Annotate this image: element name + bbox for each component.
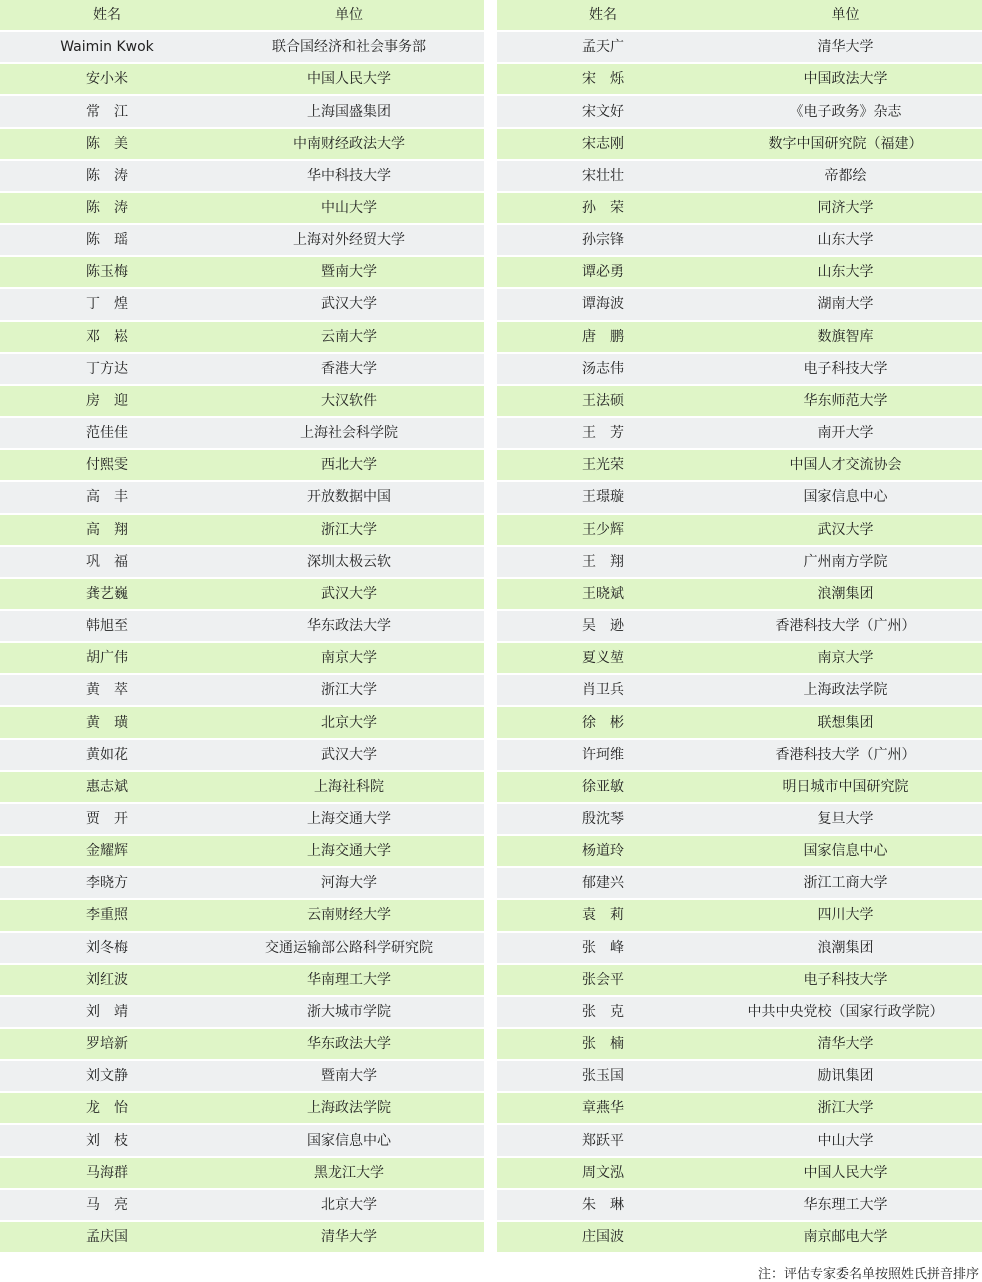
unit-cell: 复旦大学 (817, 810, 874, 827)
table-row (497, 933, 982, 965)
name-cell: 徐 彬 (582, 714, 624, 731)
table-row (0, 354, 484, 386)
name-cell: 马 亮 (86, 1196, 128, 1213)
table-row (0, 643, 484, 675)
table-row (0, 675, 484, 707)
unit-cell: 联想集团 (817, 714, 874, 731)
unit-cell: 中共中央党校（国家行政学院） (747, 1003, 944, 1020)
table-row (0, 933, 484, 965)
table-row (0, 129, 484, 161)
name-cell: 王晓斌 (582, 585, 624, 602)
name-cell: 汤志伟 (582, 360, 624, 377)
name-cell: 马海群 (86, 1164, 128, 1181)
name-cell: 王光荣 (582, 457, 624, 474)
table-header (497, 0, 982, 32)
table-row (497, 707, 982, 739)
unit-cell: 华东理工大学 (803, 1196, 888, 1213)
table-row (0, 772, 484, 804)
name-cell: 贾 开 (86, 810, 128, 827)
name-cell: 刘红波 (86, 971, 128, 988)
table-row (0, 1093, 484, 1125)
table-row (0, 418, 484, 450)
table-row (0, 1061, 484, 1093)
unit-cell: 山东大学 (817, 232, 874, 249)
table-row (0, 804, 484, 836)
name-cell: 孙 荣 (582, 200, 624, 217)
table-row (0, 1029, 484, 1061)
name-cell: 王 翔 (582, 553, 624, 570)
footnote: 注：评估专家委名单按照姓氏拼音排序 (757, 1267, 979, 1282)
table-row (497, 386, 982, 418)
name-cell: 周文泓 (582, 1164, 624, 1181)
table-row (497, 225, 982, 257)
unit-cell: 中国人民大学 (307, 71, 391, 88)
table-row (497, 450, 982, 482)
name-cell: 安小米 (86, 71, 128, 88)
unit-cell: 浙江大学 (321, 521, 377, 538)
name-cell: 郁建兴 (582, 875, 624, 892)
table-row (497, 482, 982, 514)
unit-cell: 数旗智库 (817, 328, 874, 345)
unit-cell: 湖南大学 (817, 296, 874, 313)
unit-cell: 香港科技大学（广州） (775, 618, 916, 635)
table-row (497, 965, 982, 997)
table-row (0, 193, 484, 225)
unit-cell: 清华大学 (817, 39, 874, 56)
name-cell: 孟庆国 (86, 1229, 128, 1246)
table-row (497, 289, 982, 321)
name-cell: 郑跃平 (582, 1132, 624, 1149)
name-cell: 刘冬梅 (86, 939, 128, 956)
left-table (0, 0, 484, 1254)
unit-cell: 中国政法大学 (803, 71, 888, 88)
unit-cell: 上海社科院 (314, 778, 384, 795)
name-cell: 许珂维 (582, 746, 624, 763)
name-cell: 常 江 (86, 103, 128, 120)
table-row (0, 547, 484, 579)
unit-cell: 南京邮电大学 (803, 1229, 888, 1246)
name-cell: 付熙雯 (86, 457, 128, 474)
right-table (497, 0, 982, 1254)
table-row (497, 643, 982, 675)
table-row (497, 64, 982, 96)
name-cell: 张 楠 (582, 1036, 624, 1053)
table-row (497, 836, 982, 868)
unit-cell: 帝都绘 (824, 167, 867, 184)
name-cell: 陈玉梅 (86, 264, 128, 281)
table-row (497, 257, 982, 289)
unit-cell: 中国人才交流协会 (789, 457, 902, 474)
unit-cell: 南京大学 (321, 650, 377, 667)
name-cell: 王璟璇 (582, 489, 624, 506)
name-cell: 高 翔 (86, 521, 128, 538)
name-cell: 韩旭至 (86, 618, 128, 635)
unit-cell: 浙大城市学院 (307, 1003, 391, 1020)
unit-cell: 上海交通大学 (307, 810, 391, 827)
unit-cell: 华东政法大学 (307, 618, 391, 635)
name-cell: 朱 琳 (582, 1196, 624, 1213)
table-row (497, 418, 982, 450)
table-row (0, 482, 484, 514)
table-row (497, 1158, 982, 1190)
header-name: 姓名 (589, 7, 617, 24)
table-row (0, 1190, 484, 1222)
table-row (0, 707, 484, 739)
unit-cell: 四川大学 (817, 907, 874, 924)
table-row (0, 257, 484, 289)
name-cell: 宋壮壮 (582, 167, 624, 184)
table-row (497, 772, 982, 804)
unit-cell: 武汉大学 (817, 521, 874, 538)
table-row (0, 450, 484, 482)
table-row (497, 193, 982, 225)
name-cell: 夏义堃 (582, 650, 624, 667)
name-cell: 张玉国 (582, 1068, 624, 1085)
unit-cell: 上海政法学院 (803, 682, 888, 699)
table-row (0, 225, 484, 257)
unit-cell: 山东大学 (817, 264, 874, 281)
table-row (497, 675, 982, 707)
unit-cell: 数字中国研究院（福建） (768, 135, 923, 152)
unit-cell: 交通运输部公路科学研究院 (265, 939, 433, 956)
unit-cell: 香港大学 (321, 360, 377, 377)
table-row (497, 1222, 982, 1254)
unit-cell: 国家信息中心 (803, 843, 888, 860)
table-row (497, 547, 982, 579)
unit-cell: 上海政法学院 (307, 1100, 391, 1117)
table-row (497, 1093, 982, 1125)
table-row (497, 900, 982, 932)
unit-cell: 浪潮集团 (817, 585, 874, 602)
table-row (497, 322, 982, 354)
name-cell: 龙 怡 (86, 1100, 128, 1117)
table-row (0, 579, 484, 611)
name-cell: 庄国波 (582, 1229, 624, 1246)
name-cell: 宋 烁 (582, 71, 624, 88)
unit-cell: 明日城市中国研究院 (782, 778, 909, 795)
unit-cell: 武汉大学 (321, 746, 377, 763)
table-row (0, 900, 484, 932)
table-row (0, 1158, 484, 1190)
unit-cell: 浙江工商大学 (803, 875, 888, 892)
unit-cell: 中国人民大学 (803, 1164, 888, 1181)
table-row (497, 129, 982, 161)
table-row (0, 868, 484, 900)
name-cell: 陈 瑶 (86, 232, 128, 249)
table-row (497, 1061, 982, 1093)
name-cell: 巩 福 (86, 553, 128, 570)
table-row (0, 161, 484, 193)
unit-cell: 武汉大学 (321, 585, 377, 602)
table-row (497, 1029, 982, 1061)
unit-cell: 清华大学 (321, 1229, 377, 1246)
table-row (497, 740, 982, 772)
unit-cell: 武汉大学 (321, 296, 377, 313)
unit-cell: 联合国经济和社会事务部 (272, 39, 426, 56)
unit-cell: 暨南大学 (321, 264, 377, 281)
table-row (497, 354, 982, 386)
unit-cell: 北京大学 (321, 1196, 377, 1213)
name-cell: 惠志斌 (86, 778, 128, 795)
unit-cell: 华东师范大学 (803, 392, 888, 409)
name-cell: 吴 逊 (582, 618, 624, 635)
unit-cell: 电子科技大学 (803, 971, 888, 988)
name-cell: 高 丰 (86, 489, 128, 506)
name-cell: 陈 涛 (86, 200, 128, 217)
name-cell: 王 芳 (582, 425, 624, 442)
unit-cell: 南开大学 (817, 425, 874, 442)
table-row (497, 32, 982, 64)
unit-cell: 华中科技大学 (307, 167, 391, 184)
name-cell: 范佳佳 (86, 425, 128, 442)
name-cell: 刘 靖 (86, 1003, 128, 1020)
unit-cell: 北京大学 (321, 714, 377, 731)
unit-cell: 西北大学 (321, 457, 377, 474)
name-cell: 丁方达 (86, 360, 128, 377)
name-cell: 谭海波 (582, 296, 624, 313)
name-cell: 章燕华 (582, 1100, 624, 1117)
unit-cell: 励讯集团 (817, 1068, 874, 1085)
name-cell: 李晓方 (86, 875, 128, 892)
unit-cell: 广州南方学院 (803, 553, 888, 570)
table-row (497, 804, 982, 836)
name-cell: 刘文静 (86, 1068, 128, 1085)
table-row (0, 386, 484, 418)
unit-cell: 国家信息中心 (803, 489, 888, 506)
table-row (0, 1125, 484, 1157)
unit-cell: 同济大学 (817, 200, 874, 217)
name-cell: 刘 枝 (86, 1132, 128, 1149)
name-cell: 张 峰 (582, 939, 624, 956)
unit-cell: 上海社会科学院 (300, 425, 398, 442)
header-unit: 单位 (831, 7, 860, 24)
unit-cell: 浙江大学 (817, 1100, 874, 1117)
table-row (0, 64, 484, 96)
name-cell: 罗培新 (86, 1036, 128, 1053)
unit-cell: 大汉软件 (321, 392, 377, 409)
table-row (0, 515, 484, 547)
unit-cell: 深圳太极云软 (307, 553, 391, 570)
table-row (0, 32, 484, 64)
name-cell: 袁 莉 (582, 907, 624, 924)
table-row (497, 1125, 982, 1157)
table-row (497, 161, 982, 193)
unit-cell: 上海国盛集团 (307, 103, 391, 120)
unit-cell: 中山大学 (817, 1132, 874, 1149)
name-cell: Waimin Kwok (60, 39, 154, 56)
table-row (497, 611, 982, 643)
name-cell: 宋文好 (582, 103, 624, 120)
name-cell: 丁 煌 (86, 296, 128, 313)
unit-cell: 香港科技大学（广州） (775, 746, 916, 763)
unit-cell: 中山大学 (321, 200, 377, 217)
unit-cell: 浪潮集团 (817, 939, 874, 956)
name-cell: 唐 鹏 (582, 328, 624, 345)
name-cell: 龚艺巍 (86, 585, 128, 602)
unit-cell: 上海对外经贸大学 (293, 232, 405, 249)
unit-cell: 中南财经政法大学 (293, 135, 405, 152)
name-cell: 邓 崧 (86, 328, 128, 345)
name-cell: 王少辉 (582, 521, 624, 538)
unit-cell: 电子科技大学 (803, 360, 888, 377)
table-row (497, 997, 982, 1029)
name-cell: 陈 美 (86, 135, 128, 152)
name-cell: 黄 璜 (86, 714, 128, 731)
name-cell: 殷沈琴 (582, 810, 624, 827)
unit-cell: 国家信息中心 (307, 1132, 391, 1149)
unit-cell: 清华大学 (817, 1036, 874, 1053)
name-cell: 杨道玲 (582, 843, 624, 860)
header-name: 姓名 (93, 7, 121, 24)
name-cell: 徐亚敏 (582, 778, 624, 795)
name-cell: 房 迎 (86, 392, 128, 409)
unit-cell: 暨南大学 (321, 1068, 377, 1085)
name-cell: 张 克 (582, 1003, 624, 1020)
table-row (0, 1222, 484, 1254)
name-cell: 黄 萃 (86, 682, 128, 699)
table-row (497, 1190, 982, 1222)
unit-cell: 河海大学 (321, 875, 377, 892)
table-row (0, 740, 484, 772)
name-cell: 王法硕 (582, 392, 624, 409)
name-cell: 金耀辉 (86, 843, 128, 860)
unit-cell: 浙江大学 (321, 682, 377, 699)
name-cell: 孟天广 (582, 39, 624, 56)
table-row (0, 289, 484, 321)
table-row (497, 868, 982, 900)
table-row (0, 322, 484, 354)
table-row (497, 515, 982, 547)
table-row (497, 96, 982, 128)
table-row (0, 965, 484, 997)
unit-cell: 黑龙江大学 (314, 1164, 384, 1181)
name-cell: 张会平 (582, 971, 624, 988)
name-cell: 谭必勇 (582, 264, 624, 281)
header-unit: 单位 (335, 7, 363, 24)
name-cell: 孙宗锋 (582, 232, 624, 249)
unit-cell: 华南理工大学 (307, 971, 391, 988)
unit-cell: 云南大学 (321, 328, 377, 345)
unit-cell: 华东政法大学 (307, 1036, 391, 1053)
name-cell: 黄如花 (86, 746, 128, 763)
table-row (0, 611, 484, 643)
unit-cell: 《电子政务》杂志 (789, 103, 902, 120)
name-cell: 李重照 (86, 907, 128, 924)
unit-cell: 开放数据中国 (307, 489, 391, 506)
table-row (497, 579, 982, 611)
name-cell: 肖卫兵 (582, 682, 624, 699)
unit-cell: 南京大学 (817, 650, 874, 667)
name-cell: 宋志刚 (582, 135, 624, 152)
table-row (0, 96, 484, 128)
unit-cell: 上海交通大学 (307, 843, 391, 860)
table-header (0, 0, 484, 32)
table-row (0, 997, 484, 1029)
unit-cell: 云南财经大学 (307, 907, 391, 924)
table-row (0, 836, 484, 868)
name-cell: 陈 涛 (86, 167, 128, 184)
name-cell: 胡广伟 (86, 650, 128, 667)
